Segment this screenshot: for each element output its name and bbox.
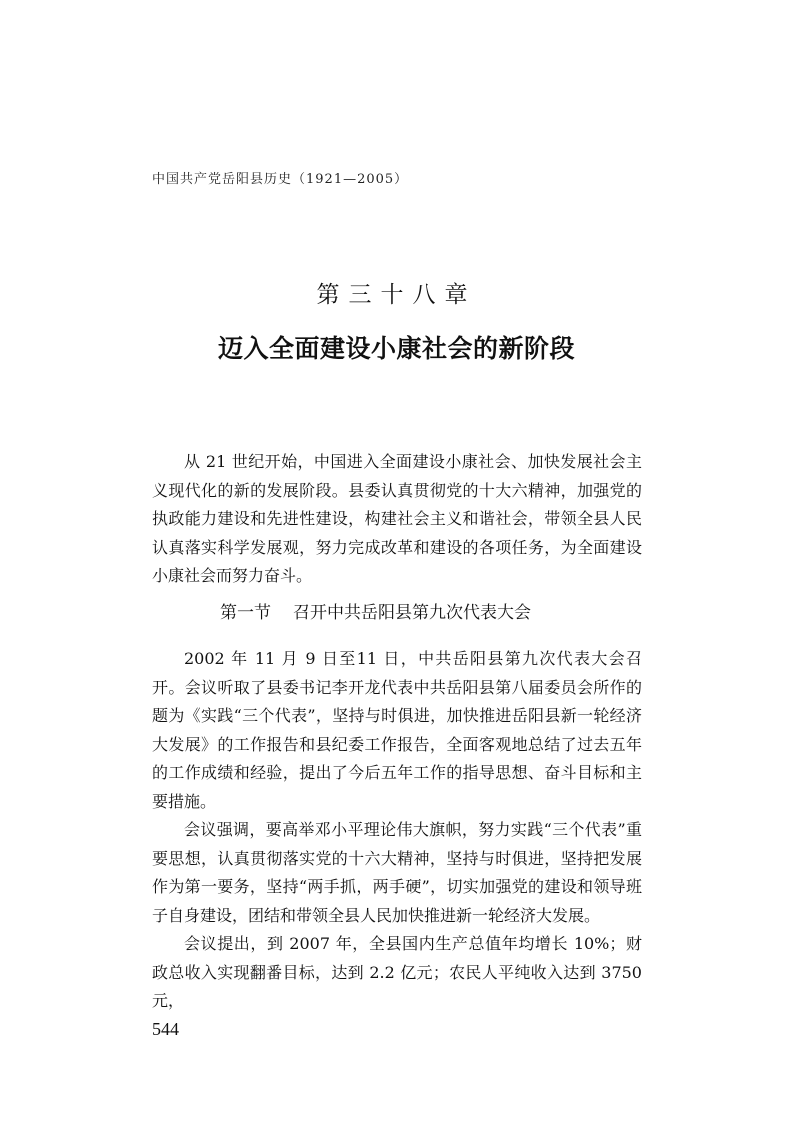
section-body [152, 645, 642, 1016]
body-paragraph: 会议提出，到 2007 年，全县国内生产总值年均增长 10%；财政总收入实现翻番目标，达到 2.2 亿元；农民人平纯收入达到 3750 元， [152, 934, 642, 1010]
running-head: 中国共产党岳阳县历史（1921—2005） [152, 172, 409, 187]
page-number: 544 [152, 1019, 179, 1039]
intro-paragraph: 从 21 世纪开始，中国进入全面建设小康社会、加快发展社会主义现代化的新的发展阶段。县委认真贯彻党的十大六精神，加强党的执政能力建设和先进性建设，构建社会主义和谐社会，带领全县人民认真落实科学发展观，努力完成改革和建设的各项任务，为全面建设小康社会而努力奋斗。 [152, 452, 642, 585]
section-label: 第一节 [220, 603, 271, 623]
chapter-number: 第三十八章 [316, 282, 477, 308]
section-heading [220, 598, 531, 623]
intro-text [152, 448, 642, 591]
chapter-title: 迈入全面建设小康社会的新阶段 [217, 334, 575, 363]
body-paragraph: 会议强调，要高举邓小平理论伟大旗帜，努力实践“三个代表”重要思想，认真贯彻落实党的十六大精神，坚持与时俱进，坚持把发展作为第一要务，坚持“两手抓，两手硬”，切实加强党的建设和领导班子自身建设，团结和带领全县人民加快推进新一轮经济大发展。 [152, 820, 642, 925]
body-paragraph: 2002 年 11 月 9 日至11 日，中共岳阳县第九次代表大会召开。会议听取了县委书记李开龙代表中共岳阳县第八届委员会所作的题为《实践“三个代表”，坚持与时俱进，加快推进岳阳县新一轮经济大发展》的工作报告和县纪委工作报告，全面客观地总结了过去五年的工作成绩和经验，提出了今后五年工作的指导思想、奋斗目标和主要措施。 [152, 649, 642, 811]
section-title: 召开中共岳阳县第九次代表大会 [293, 603, 531, 623]
